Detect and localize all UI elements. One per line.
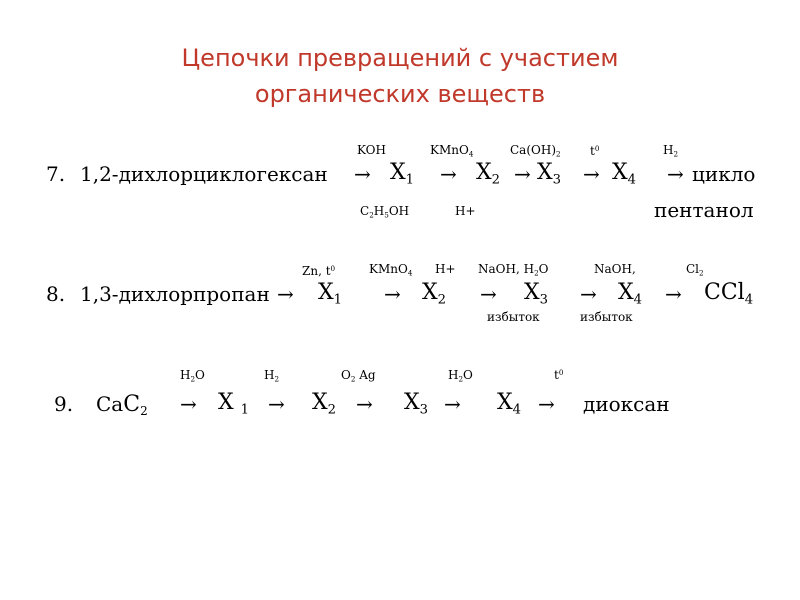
r7-arrow-2: →	[440, 162, 457, 186]
r7-arrow-1: →	[354, 162, 371, 186]
r7-cond-t0: $t^0$	[590, 143, 600, 158]
r8-cond-naoh: NaOH,	[594, 262, 636, 276]
r7-product-line1: цикло	[692, 162, 756, 186]
r9-arrow-1: →	[180, 392, 197, 416]
r9-arrow-4: →	[444, 392, 461, 416]
r9-arrow-3: →	[356, 392, 373, 416]
r7-x3: $X_3$	[537, 160, 562, 188]
r9-product: диоксан	[583, 392, 670, 416]
r7-x1: $X_1$	[390, 160, 415, 188]
r8-arrow-1: →	[277, 282, 294, 306]
r7-number: 7.	[46, 162, 66, 186]
r7-arrow-3: →	[514, 162, 531, 186]
r9-arrow-5: →	[538, 392, 555, 416]
r9-cond-t0: $t^0$	[554, 367, 564, 382]
r8-arrow-4: →	[580, 282, 597, 306]
r9-cac2: CaC$_2$	[96, 392, 148, 419]
title-line-2: органических веществ	[254, 80, 546, 108]
r9-x2: $X_2$	[312, 390, 337, 418]
r9-cond-h2o-2: $H_2O$	[448, 368, 473, 384]
r7-cond-hplus: H+	[455, 204, 476, 218]
r8-cond-zn-t0: Zn, $t^0$	[302, 263, 336, 278]
r8-x1: $X_1$	[318, 280, 343, 308]
r8-number: 8.	[46, 282, 66, 306]
slide-title	[0, 40, 800, 112]
r8-x4: $X_4$	[618, 280, 643, 308]
r8-cond-cl2: $Cl_2$	[686, 262, 704, 278]
r8-start: 1,3-дихлорпропан	[80, 282, 270, 306]
r9-x4: $X_4$	[497, 390, 522, 418]
r9-arrow-2: →	[268, 392, 285, 416]
r7-cond-h2: $H_2$	[663, 143, 679, 159]
r7-x2: $X_2$	[476, 160, 501, 188]
r8-cond-kmno4: KMnO$_4$	[369, 262, 413, 278]
r7-arrow-4: →	[583, 162, 600, 186]
r9-x3: $X_3$	[404, 390, 429, 418]
r7-product-line2: пентанол	[654, 198, 754, 222]
r8-cond-naoh-h2o: NaOH, $H_2O$	[478, 262, 549, 278]
r8-cond-excess-1: избыток	[487, 310, 540, 324]
r8-x2: $X_2$	[422, 280, 447, 308]
r8-x3: $X_3$	[524, 280, 549, 308]
r8-cond-excess-2: избыток	[580, 310, 633, 324]
r9-cond-h2: $H_2$	[264, 368, 280, 384]
r7-arrow-5: →	[667, 162, 684, 186]
r8-arrow-2: →	[384, 282, 401, 306]
r8-arrow-3: →	[480, 282, 497, 306]
r8-ccl4: CCl$_4$	[704, 280, 754, 308]
r9-x1: X $_1$	[218, 390, 250, 418]
r7-cond-caoh2: $Ca(OH)_2$	[510, 143, 561, 159]
r9-cond-h2o-1: $H_2O$	[180, 368, 205, 384]
r9-number: 9.	[54, 392, 74, 416]
r7-x4: $X_4$	[612, 160, 637, 188]
r8-arrow-5: →	[665, 282, 682, 306]
r8-cond-hplus: H+	[435, 262, 456, 276]
title-line-1: Цепочки превращений с участием	[181, 44, 619, 72]
r7-cond-kmno4: KMnO$_4$	[430, 143, 474, 159]
r7-cond-koh: KOH	[357, 143, 386, 157]
r7-cond-c2h5oh: $C_2H_5OH$	[360, 204, 410, 220]
r7-start: 1,2-дихлорциклогексан	[80, 162, 328, 186]
r9-cond-o2-ag: $O_2$ Ag	[341, 368, 376, 384]
